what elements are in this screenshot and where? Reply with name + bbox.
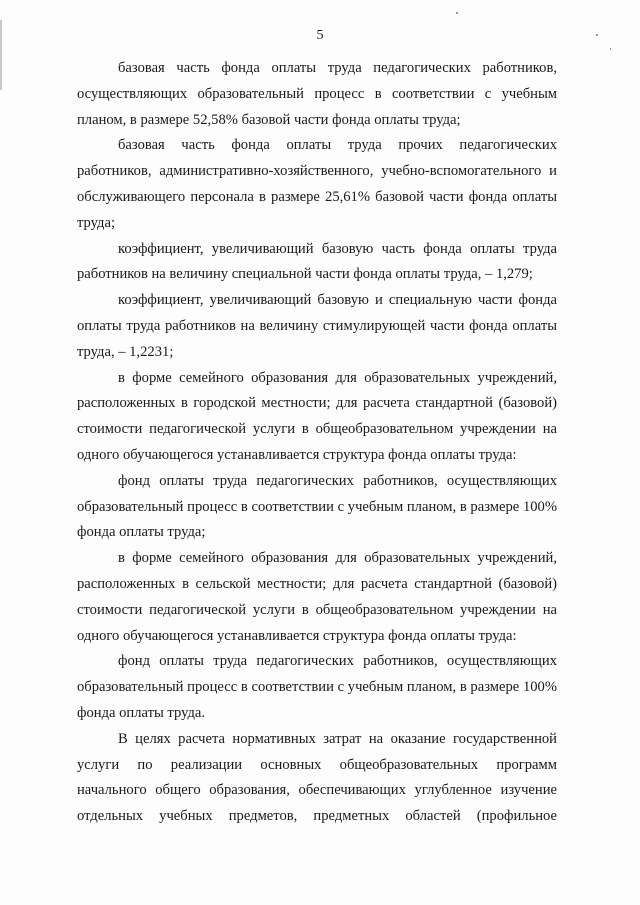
paragraph: базовая часть фонда оплаты труда педагогических работников, осуществляющих образовательный процесс в соответствии с учебным планом, в размере 52,58% базовой части фонда оплаты труда; [77, 60, 557, 128]
paragraph: фонд оплаты труда педагогических работников, осуществляющих образовательный процесс в соответствии с учебным планом, в размере 100% фонда оплаты труда; [77, 472, 557, 541]
body-text [77, 56, 557, 830]
paragraph: коэффициент, увеличивающий базовую и специальную части фонда оплаты труда работников на величину стимулирующей части фонда оплаты труда, – 1,2231; [77, 292, 557, 360]
page-number: 5 [316, 28, 324, 43]
paragraph: фонд оплаты труда педагогических работников, осуществляющих образовательный процесс в соответствии с учебным планом, в размере 100% фонда оплаты труда. [77, 653, 557, 721]
paragraph: базовая часть фонда оплаты труда прочих педагогических работников, административно-хозяйственного, учебно-вспомогательного и обслуживающего персонала в размере 25,61% базовой части фонда оплаты труда; [77, 137, 557, 231]
scan-speck [456, 12, 458, 14]
paragraph: в форме семейного образования для образовательных учреждений, расположенных в городской местности; для расчета стандартной (базовой) стоимости педагогической услуги в общеобразовательном учреждении на одного обучающегося устанавливается структура фонда оплаты труда: [77, 369, 557, 463]
scan-speck [610, 48, 611, 50]
paragraph: в форме семейного образования для образовательных учреждений, расположенных в сельской местности; для расчета стандартной (базовой) стоимости педагогической услуги в общеобразовательном учреждении на одного обучающегося устанавливается структура фонда оплаты труда: [77, 550, 557, 644]
paragraph: коэффициент, увеличивающий базовую часть фонда оплаты труда работников на величину специальной части фонда оплаты труда, – 1,279; [77, 240, 557, 283]
paragraph: В целях расчета нормативных затрат на оказание государственной услуги по реализации основных общеобразовательных программ начального общего образования, обеспечивающих углубленное изучение отдельных учебных предметов, предметных областей (профильное [77, 730, 557, 825]
